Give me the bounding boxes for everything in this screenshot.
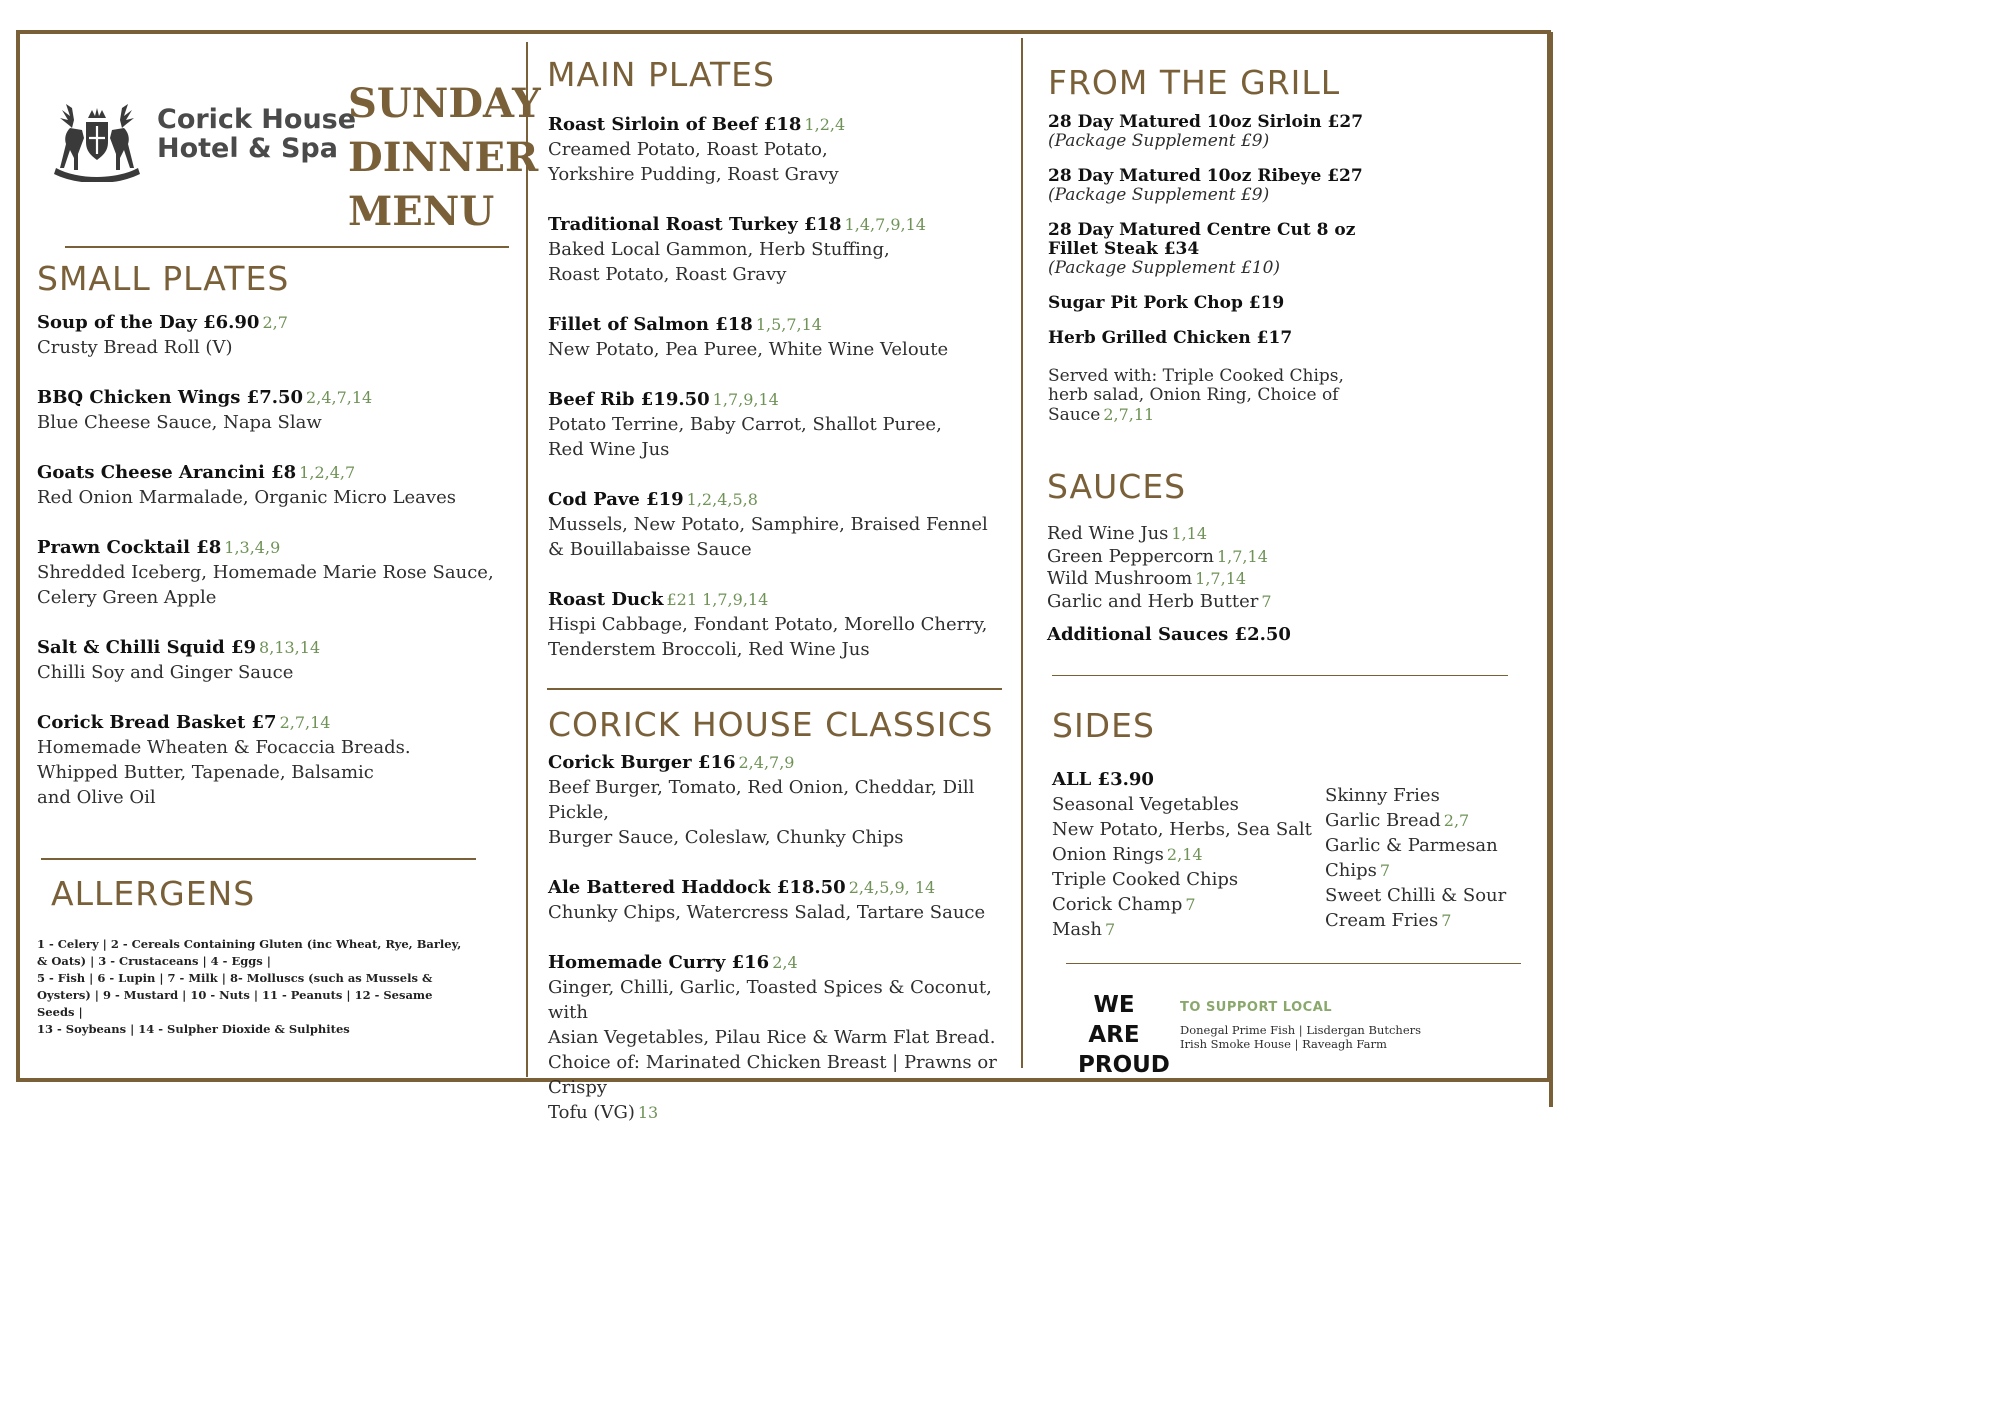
small-plates-list [37,310,507,835]
side-name: Garlic Bread [1325,810,1441,831]
grill-list [1048,113,1378,364]
sauces-list [1047,523,1377,613]
menu-item-title [548,112,1018,137]
brand-name-line1: Corick House [157,104,357,135]
proud-line-2: PROUD [1078,1052,1170,1078]
side-allergens: 2,7 [1443,811,1470,830]
dish-allergens-tail: 13 [637,1103,659,1122]
side-name: Cream Fries [1325,910,1439,931]
menu-item-title [37,460,507,485]
side-name: Triple Cooked Chips [1052,869,1239,890]
menu-item-title [548,950,1018,975]
main-plates-heading: MAIN PLATES [547,55,775,94]
dish-description [548,412,1018,462]
dish-allergens: 1,3,4,9 [224,538,281,557]
side-allergens: 7 [1105,920,1116,939]
dish-description [548,512,1018,562]
side-item [1325,808,1555,833]
suppliers-list [1180,1023,1421,1051]
dish-allergens: 2,4,5,9, 14 [848,878,936,897]
support-local-label: TO SUPPORT LOCAL [1180,1000,1333,1015]
sauce-item [1047,591,1377,614]
title-line-2: DINNER [348,134,539,181]
small-plates-heading: SMALL PLATES [37,259,290,298]
grill-item-supplement: (Package Supplement £9) [1048,185,1270,205]
dish-name: Soup of the Day £6.90 [37,312,260,333]
side-item [1325,833,1555,883]
sides-price-text: ALL £3.90 [1052,769,1154,790]
sides-column-1 [1052,792,1322,942]
menu-item [548,212,1018,287]
sauce-allergens: 1,14 [1171,524,1208,543]
menu-item [37,535,507,610]
main-plates-list [548,112,1018,687]
dish-name: Prawn Cocktail £8 [37,537,222,558]
grill-item [1048,167,1378,205]
dish-name: Beef Rib £19.50 [548,389,710,410]
dish-description-text: Chilli Soy and Ginger Sauce [37,662,294,683]
side-name: Mash [1052,919,1102,940]
menu-item-title [548,312,1018,337]
side-allergens: 7 [1441,911,1452,930]
grill-item-name: Herb Grilled Chicken £17 [1048,328,1293,348]
dish-name: Cod Pave £19 [548,489,684,510]
dish-allergens: 2,4,7,9 [738,753,795,772]
dish-name: BBQ Chicken Wings £7.50 [37,387,304,408]
sauce-name: Green Peppercorn [1047,545,1214,567]
border-edge [1549,32,1553,1107]
menu-item [37,635,507,685]
side-name: Sweet Chilli & Sour [1325,885,1507,906]
grill-item [1048,113,1378,151]
sauce-allergens: 1,7,14 [1195,569,1247,588]
allergen-key-text: 1 - Celery | 2 - Cereals Containing Gluten (inc Wheat, Rye, Barley, & Oats) | 3 - Crustaceans | 4 - Eggs | 5 - Fish | 6 - Lupin | 7 - Milk | 8- Molluscs (such as Mussels & Oysters) | 9 - Mustard | 10 - Nuts | 11 - Peanuts | 12 - Sesame Seeds | 13 - Soybeans | 14 - Sulpher Dioxide & Sulphites [37,937,462,1036]
we-are-proud-badge [1078,990,1170,1080]
side-item [1325,908,1555,933]
dish-description-text: Mussels, New Potato, Samphire, Braised Fennel & Bouillabaisse Sauce [548,514,988,560]
menu-item-title [548,750,1018,775]
side-name: Skinny Fries [1325,785,1440,806]
side-allergens: 7 [1185,895,1196,914]
side-item [1325,883,1555,908]
menu-item [548,387,1018,462]
sauce-name: Red Wine Jus [1047,523,1169,544]
sides-column-2 [1325,783,1555,933]
menu-item [37,710,507,810]
dish-description-text: Baked Local Gammon, Herb Stuffing, Roast Potato, Roast Gravy [548,239,890,285]
rule-above-sides [1052,675,1508,676]
rule-above-allergens [41,858,476,860]
side-item [1052,792,1322,817]
sides-price [1052,767,1154,792]
dish-description-text: Hispi Cabbage, Fondant Potato, Morello Cherry, Tenderstem Broccoli, Red Wine Jus [548,614,988,660]
dish-description [548,237,1018,287]
menu-item-title [548,487,1018,512]
dish-description [548,137,1018,187]
dish-description-text: Chunky Chips, Watercress Salad, Tartare Sauce [548,902,986,923]
grill-item-name: 28 Day Matured Centre Cut 8 oz Fillet Steak £34 [1048,220,1356,259]
dish-description-text: Beef Burger, Tomato, Red Onion, Cheddar, Dill Pickle, Burger Sauce, Coleslaw, Chunky Chips [548,777,975,848]
side-item [1052,842,1322,867]
sauce-item [1047,546,1377,569]
dish-allergens: 1,2,4 [804,115,846,134]
sauce-allergens: 1,7,14 [1216,546,1268,566]
sauce-item [1047,568,1377,591]
side-item [1052,867,1322,892]
dish-allergens: 1,2,4,5,8 [686,490,758,509]
dish-description-text: Blue Cheese Sauce, Napa Slaw [37,412,322,433]
dish-description-text: Creamed Potato, Roast Potato, Yorkshire Pudding, Roast Gravy [548,139,839,185]
menu-item [548,487,1018,562]
dish-allergens: 2,7 [262,313,288,332]
dish-name: Traditional Roast Turkey £18 [548,214,842,235]
grill-item [1048,294,1378,313]
additional-sauces-text: Additional Sauces £2.50 [1047,624,1291,645]
side-name: Corick Champ [1052,894,1183,915]
side-allergens: 7 [1379,861,1391,880]
menu-item [37,310,507,360]
menu-item [37,460,507,510]
grill-served-allergens: 2,7,11 [1103,405,1155,424]
menu-item [37,385,507,435]
dish-name: Homemade Curry £16 [548,952,770,973]
dish-description-text: Shredded Iceberg, Homemade Marie Rose Sauce, Celery Green Apple [37,562,494,608]
grill-item [1048,329,1378,348]
dish-allergens: 1,5,7,14 [755,315,822,334]
menu-item-title [37,710,507,735]
side-name: Onion Rings [1052,844,1164,865]
dish-name: Fillet of Salmon £18 [548,314,753,335]
dish-name: Roast Duck [548,589,664,610]
menu-item-title [548,212,1018,237]
dish-description-text: Ginger, Chilli, Garlic, Toasted Spices & Coconut, with Asian Vegetables, Pilau Rice & Warm Flat Bread. Choice of: Marinated Chicken Breast | Prawns or Crispy Tofu (VG) [548,977,997,1123]
sauce-name: Garlic and Herb Butter [1047,590,1259,612]
menu-item [548,750,1018,850]
grill-item-supplement: (Package Supplement £10) [1048,258,1281,278]
dish-allergens: 2,7,14 [279,713,331,732]
dish-description [548,775,1018,850]
dish-description [37,560,507,610]
grill-item-name: 28 Day Matured 10oz Sirloin £27 [1048,112,1364,132]
rule-above-footer [1066,963,1521,964]
menu-item-title [37,535,507,560]
title-line-3: MENU [348,188,495,235]
classics-list [548,750,1018,1150]
menu-item [548,112,1018,187]
dish-description [548,337,1018,362]
dish-description-text: Potato Terrine, Baby Carrot, Shallot Puree, Red Wine Jus [548,414,942,460]
menu-item-title [37,310,507,335]
menu-title [348,77,541,239]
dish-name: Ale Battered Haddock £18.50 [548,877,846,898]
proud-line-1: WE ARE [1088,992,1140,1048]
menu-item-title [548,587,1018,612]
sauce-item [1047,523,1377,546]
dish-name: Goats Cheese Arancini £8 [37,462,297,483]
side-name: Garlic & Parmesan Chips [1325,835,1498,881]
menu-item [548,950,1018,1125]
title-line-1: SUNDAY [348,80,541,127]
brand-name-line2: Hotel & Spa [157,133,338,164]
menu-item-title [548,875,1018,900]
dish-description [548,975,1018,1125]
side-item [1052,917,1322,942]
dish-name: Salt & Chilli Squid £9 [37,637,257,658]
dish-allergens: 2,4 [772,953,798,972]
additional-sauces [1047,622,1291,647]
dish-description-text: New Potato, Pea Puree, White Wine Veloute [548,339,949,360]
side-name: Seasonal Vegetables [1052,794,1239,815]
dish-description [548,900,1018,925]
allergen-key [37,936,467,1038]
suppliers-line-2: Irish Smoke House | Raveagh Farm [1180,1037,1387,1051]
dish-description [37,335,507,360]
dish-description-text: Crusty Bread Roll (V) [37,337,233,358]
dish-description [37,485,507,510]
grill-heading: FROM THE GRILL [1048,63,1341,102]
suppliers-line-1: Donegal Prime Fish | Lisdergan Butchers [1180,1023,1422,1037]
grill-served-text: Served with: Triple Cooked Chips, herb salad, Onion Ring, Choice of Sauce [1048,366,1344,425]
dish-allergens: £21 1,7,9,14 [666,590,769,609]
side-item [1052,817,1322,842]
dish-description-text: Homemade Wheaten & Focaccia Breads. Whipped Butter, Tapenade, Balsamic and Olive Oil [37,737,411,808]
column-divider-right [1021,38,1023,1068]
grill-item-name: Sugar Pit Pork Chop £19 [1048,293,1285,313]
menu-item-title [37,635,507,660]
side-name: New Potato, Herbs, Sea Salt [1052,819,1312,840]
menu-item-title [37,385,507,410]
dish-allergens: 2,4,7,14 [306,388,373,407]
dish-description [37,660,507,685]
dish-description-text: Red Onion Marmalade, Organic Micro Leaves [37,487,456,508]
dish-name: Roast Sirloin of Beef £18 [548,114,802,135]
dish-description [548,612,1018,662]
dish-allergens: 8,13,14 [259,638,321,657]
allergens-heading: ALLERGENS [51,874,256,913]
side-allergens: 2,14 [1166,845,1203,864]
menu-item [548,312,1018,362]
dish-allergens: 1,2,4,7 [299,463,356,482]
dish-description [37,410,507,435]
brand-logotype [157,105,356,163]
menu-item [548,587,1018,662]
sauces-heading: SAUCES [1047,467,1187,506]
grill-item [1048,221,1378,278]
dish-name: Corick Burger £16 [548,752,736,773]
sauce-allergens: 7 [1261,591,1272,611]
sides-heading: SIDES [1052,706,1155,745]
classics-heading: CORICK HOUSE CLASSICS [548,705,994,744]
grill-item-supplement: (Package Supplement £9) [1048,131,1270,151]
dish-name: Corick Bread Basket £7 [37,712,277,733]
dish-description [37,735,507,810]
dish-allergens: 1,4,7,9,14 [844,215,926,234]
rule-under-header [65,246,509,248]
grill-item-name: 28 Day Matured 10oz Ribeye £27 [1048,166,1363,186]
side-item [1325,783,1555,808]
menu-item-title [548,387,1018,412]
sauce-name: Wild Mushroom [1047,568,1193,589]
grill-served-with [1048,367,1378,425]
menu-item [548,875,1018,925]
rule-above-classics [547,688,1002,690]
side-item [1052,892,1322,917]
dish-allergens: 1,7,9,14 [712,390,779,409]
